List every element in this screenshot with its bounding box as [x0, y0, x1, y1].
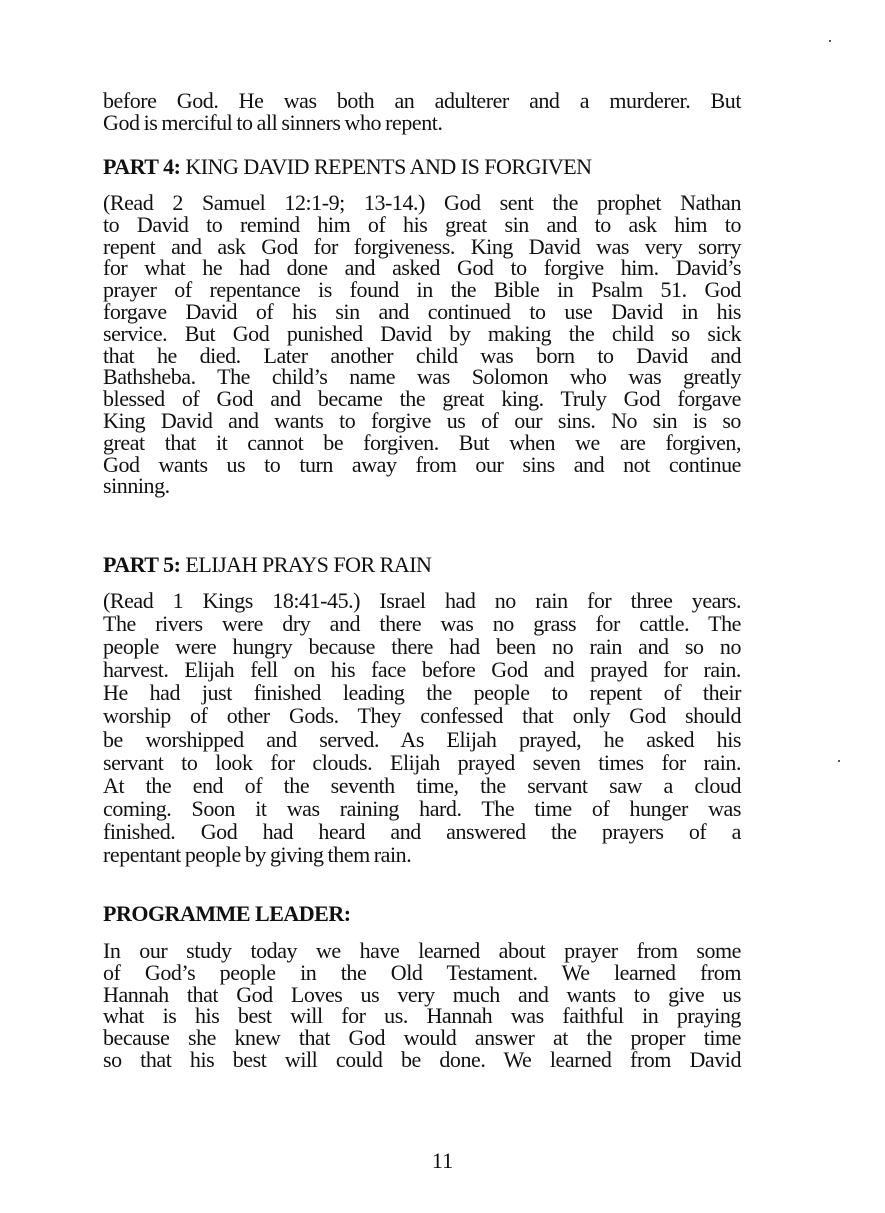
text-line: servant to look for clouds. Elijah prayed seven times for rain.: [103, 749, 741, 775]
text-line: to David to remind him of his great sin and to ask him to: [103, 211, 741, 237]
text-line: King David and wants to forgive us of our sins. No sin is so: [103, 407, 741, 433]
part5-paragraph: [103, 589, 741, 866]
text-line: because she knew that God would answer at the proper time: [103, 1025, 741, 1051]
text-line: At the end of the seventh time, the servant saw a cloud: [103, 772, 741, 798]
text-line: of God’s people in the Old Testament. We learned from: [103, 959, 741, 985]
text-line: great that it cannot be forgiven. But when we are forgiven,: [103, 429, 741, 455]
text-line: service. But God punished David by making the child so sick: [103, 320, 741, 346]
part5-title: ELIJAH PRAYS FOR RAIN: [185, 552, 432, 577]
text-line: worship of other Gods. They confessed that only God should: [103, 703, 741, 729]
text-line: God is merciful to all sinners who repent.: [103, 110, 443, 136]
text-line: that he died. Later another child was born to David and: [103, 342, 741, 368]
leader-paragraph: [103, 940, 741, 1071]
text-line: prayer of repentance is found in the Bible in Psalm 51. God: [103, 277, 741, 303]
part4-label: PART 4:: [103, 154, 181, 179]
text-line: coming. Soon it was raining hard. The time of hunger was: [103, 795, 741, 821]
text-line: repentant people by giving them rain.: [103, 842, 412, 868]
part4-heading: [103, 155, 592, 179]
scan-speck: [838, 760, 840, 762]
text-line: The rivers were dry and there was no grass for cattle. The: [103, 611, 741, 637]
page-number: 11: [431, 1148, 454, 1173]
text-line: what is his best will for us. Hannah was faithful in praying: [103, 1003, 741, 1029]
text-line: repent and ask God for forgiveness. King David was very sorry: [103, 233, 741, 259]
text-line: forgave David of his sin and continued to use David in his: [103, 298, 741, 324]
part5-label: PART 5:: [103, 552, 181, 577]
text-line: (Read 2 Samuel 12:1-9; 13-14.) God sent the prophet Nathan: [103, 190, 741, 215]
part4-title: KING DAVID REPENTS AND IS FORGIVEN: [185, 154, 592, 179]
text-line: In our study today we have learned about prayer from some: [103, 938, 741, 963]
text-line: blessed of God and became the great king. Truly God forgave: [103, 386, 741, 412]
text-line: Hannah that God Loves us very much and wants to give us: [103, 981, 741, 1007]
text-line: before God. He was both an adulterer and a murderer. But: [103, 88, 741, 113]
text-line: be worshipped and served. As Elijah prayed, he asked his: [103, 726, 741, 752]
leader-heading: [103, 902, 351, 926]
text-line: people were hungry because there had been no rain and so no: [103, 634, 741, 660]
text-line: for what he had done and asked God to forgive him. David’s: [103, 255, 741, 281]
leader-title: PROGRAMME LEADER:: [103, 901, 351, 926]
text-line: so that his best will could be done. We learned from David: [103, 1046, 741, 1072]
text-line: He had just finished leading the people to repent of their: [103, 680, 741, 706]
part4-paragraph: [103, 192, 741, 497]
scan-speck: [829, 40, 831, 42]
text-line: finished. God had heard and answered the prayers of a: [103, 818, 741, 844]
text-line: sinning.: [103, 473, 170, 499]
part5-heading: [103, 553, 431, 577]
text-line: harvest. Elijah fell on his face before God and prayed for rain.: [103, 657, 741, 683]
text-line: Bathsheba. The child’s name was Solomon who was greatly: [103, 364, 741, 390]
intro-paragraph: [103, 90, 741, 135]
text-line: (Read 1 Kings 18:41-45.) Israel had no rain for three years.: [103, 588, 741, 613]
text-line: God wants us to turn away from our sins and not continue: [103, 451, 741, 477]
